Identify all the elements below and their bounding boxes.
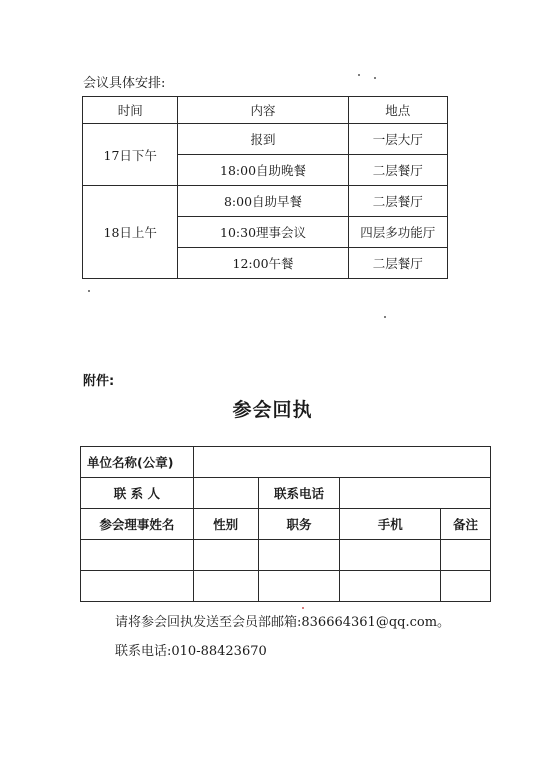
- schedule-table: [82, 96, 448, 279]
- col-mobile: 手机: [340, 509, 441, 540]
- member-name-cell[interactable]: [81, 540, 194, 571]
- scan-speck: [358, 74, 360, 76]
- reply-form-table: [80, 446, 491, 602]
- phone-note: 联系电话:010-88423670: [115, 644, 267, 659]
- columns-row: [81, 509, 491, 540]
- contact-person-field[interactable]: [193, 478, 258, 509]
- table-row: [81, 540, 491, 571]
- schedule-content: 10:30理事会议: [178, 217, 348, 248]
- day1-time: 17日下午: [83, 124, 178, 186]
- unit-name-label: 单位名称(公章): [81, 447, 194, 478]
- schedule-place: 一层大厅: [348, 124, 447, 155]
- header-place: 地点: [348, 97, 447, 124]
- header-time: 时间: [83, 97, 178, 124]
- remarks-cell[interactable]: [441, 540, 491, 571]
- email-note: 请将参会回执发送至会员部邮箱:836664361@qq.com。: [115, 615, 451, 630]
- position-cell[interactable]: [258, 571, 340, 602]
- scan-speck: [88, 290, 90, 292]
- table-header-row: [83, 97, 448, 124]
- gender-cell[interactable]: [193, 571, 258, 602]
- table-row: [81, 571, 491, 602]
- mobile-cell[interactable]: [340, 571, 441, 602]
- contact-phone-field[interactable]: [340, 478, 491, 509]
- schedule-place: 四层多功能厅: [348, 217, 447, 248]
- header-content: 内容: [178, 97, 348, 124]
- schedule-place: 二层餐厅: [348, 186, 447, 217]
- day2-time: 18日上午: [83, 186, 178, 279]
- schedule-content: 报到: [178, 124, 348, 155]
- contact-row: [81, 478, 491, 509]
- col-position: 职务: [258, 509, 340, 540]
- contact-person-label: 联 系 人: [81, 478, 194, 509]
- attachment-label: 附件:: [83, 374, 115, 389]
- scan-speck: [384, 316, 386, 318]
- schedule-content: 8:00自助早餐: [178, 186, 348, 217]
- scan-speck: [302, 607, 304, 609]
- mobile-cell[interactable]: [340, 540, 441, 571]
- reply-form-title: 参会回执: [232, 399, 313, 421]
- table-row: [83, 124, 448, 155]
- table-row: [83, 186, 448, 217]
- member-name-cell[interactable]: [81, 571, 194, 602]
- schedule-content: 12:00午餐: [178, 248, 348, 279]
- contact-phone-label: 联系电话: [258, 478, 340, 509]
- gender-cell[interactable]: [193, 540, 258, 571]
- scan-speck: [374, 77, 376, 79]
- position-cell[interactable]: [258, 540, 340, 571]
- col-remarks: 备注: [441, 509, 491, 540]
- col-member-name: 参会理事姓名: [81, 509, 194, 540]
- schedule-content: 18:00自助晚餐: [178, 155, 348, 186]
- col-gender: 性别: [193, 509, 258, 540]
- schedule-place: 二层餐厅: [348, 248, 447, 279]
- unit-row: [81, 447, 491, 478]
- schedule-place: 二层餐厅: [348, 155, 447, 186]
- unit-name-field[interactable]: [193, 447, 490, 478]
- remarks-cell[interactable]: [441, 571, 491, 602]
- schedule-heading: 会议具体安排:: [83, 76, 166, 91]
